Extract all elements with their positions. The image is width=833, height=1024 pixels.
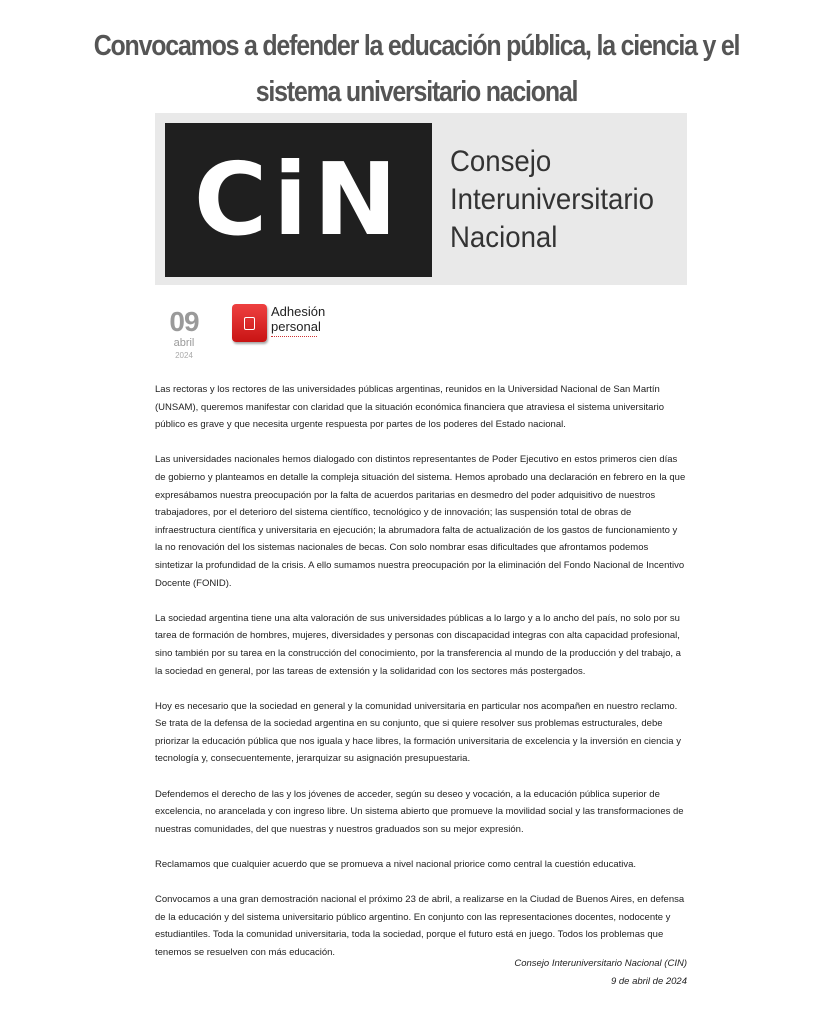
date-day: 09 — [169, 306, 199, 337]
category-underline — [271, 336, 317, 337]
date-month: abril — [173, 337, 195, 349]
article-paragraph: La sociedad argentina tiene una alta valoración de sus universidades públicas a lo largo y a lo ancho del país, no solo por su tarea de formación de hombres, mujeres, diversidades y personas con discapacidad integras con alta capacidad profesional, sino también por su tarea en la construcción del conocimiento, por la transferencia al mundo de la producción y del trabajo, a la sociedad en general, por las tareas de extensión y la solidaridad con los sectores más postergados. — [155, 612, 681, 677]
article-paragraph: Hoy es necesario que la sociedad en general y la comunidad universitaria en particular nos acompañen en nuestro reclamo. Se trata de la defensa de la sociedad argentina en su conjunto, que si quiere resolver sus problemas estructurales, debe priorizar la educación pública que nos iguala y hace libres, la formación universitaria de excelencia y la inversión en ciencia y tecnología y, consecuentemente, jerarquizar su asignación presupuestaria. — [155, 700, 681, 765]
banner-name-line: Nacional — [450, 221, 558, 254]
article-paragraph: Convocamos a una gran demostración nacional el próximo 23 de abril, a realizarse en la Ciudad de Buenos Aires, en defensa de la educación y del sistema universitario público argentino. En conjunto con las representaciones docentes, nodocente y estudiantiles. Toda la comunidad universitaria, toda la sociedad, porque el futuro está en juego. Todos los problemas que tenemos se resuelven con más educación. — [155, 894, 685, 958]
article-paragraph: Las universidades nacionales hemos dialogado con distintos representantes de Poder Ejecutivo en estos primeros cien días de gobierno y planteamos en detalle la compleja situación del sistema. Hemos aprobado una declaración en febrero en la que expresábamos nuestra preocupación por la falta de acuerdos paritarias en desmedro del poder adquisitivo de nuestros trabajadores, por el deterioro del sistema científico, tecnológico y de innovación; las suspensión total de obras de infraestructura científica y universitaria en ejecución; la abrumadora falta de actualización de los gastos de funcionamiento y la no renovación del los sistemas nacionales de becas. Con solo nombrar esas dificultades que afrontamos podemos sintetizar la profundidad de la crisis. A ello sumamos nuestra preocupación por la eliminación del Fondo Nacional de Incentivo Docente (FONID). — [155, 454, 686, 589]
banner-name-line: Consejo — [450, 145, 552, 178]
signature-author: Consejo Interuniversitario Nacional (CIN) — [514, 958, 687, 969]
article-body — [155, 381, 687, 979]
cin-banner — [155, 113, 687, 285]
document-icon — [232, 304, 267, 342]
banner-institution-name — [450, 143, 685, 257]
cin-logo-text: CiN — [193, 141, 404, 258]
cin-logo — [165, 123, 432, 277]
banner-name-line: Interuniversitario — [450, 183, 655, 216]
publish-date — [160, 307, 208, 361]
signature-date: 9 de abril de 2024 — [610, 976, 687, 987]
category-label[interactable] — [271, 304, 325, 337]
article-paragraph: Defendemos el derecho de las y los jóvenes de acceder, según su deseo y vocación, a la educación pública superior de excelencia, no arancelada y con ingreso libre. Un sistema abierto que promueve la movilidad social y las transformaciones de nuestras comunidades, del que nuestras y nuestros graduados son su mejor expresión. — [155, 788, 684, 835]
page-title: Convocamos a defender la educación pública, la ciencia y el sistema universitario nacional — [93, 30, 740, 109]
category-label-line2: personal — [271, 319, 321, 334]
date-year: 2024 — [175, 351, 193, 360]
category-label-line1: Adhesión — [271, 304, 326, 319]
article-signature — [155, 955, 687, 991]
article-paragraph: Reclamamos que cualquier acuerdo que se promueva a nivel nacional priorice como central la cuestión educativa. — [155, 859, 637, 871]
category-link[interactable] — [232, 304, 325, 342]
article-paragraph: Las rectoras y los rectores de las universidades públicas argentinas, reunidos en la Universidad Nacional de San Martín (UNSAM), queremos manifestar con claridad que la situación económica financiera que atraviesa el sistema universitario público es grave y que necesita urgente respuesta por partes de los poderes del Estado nacional. — [155, 384, 665, 431]
